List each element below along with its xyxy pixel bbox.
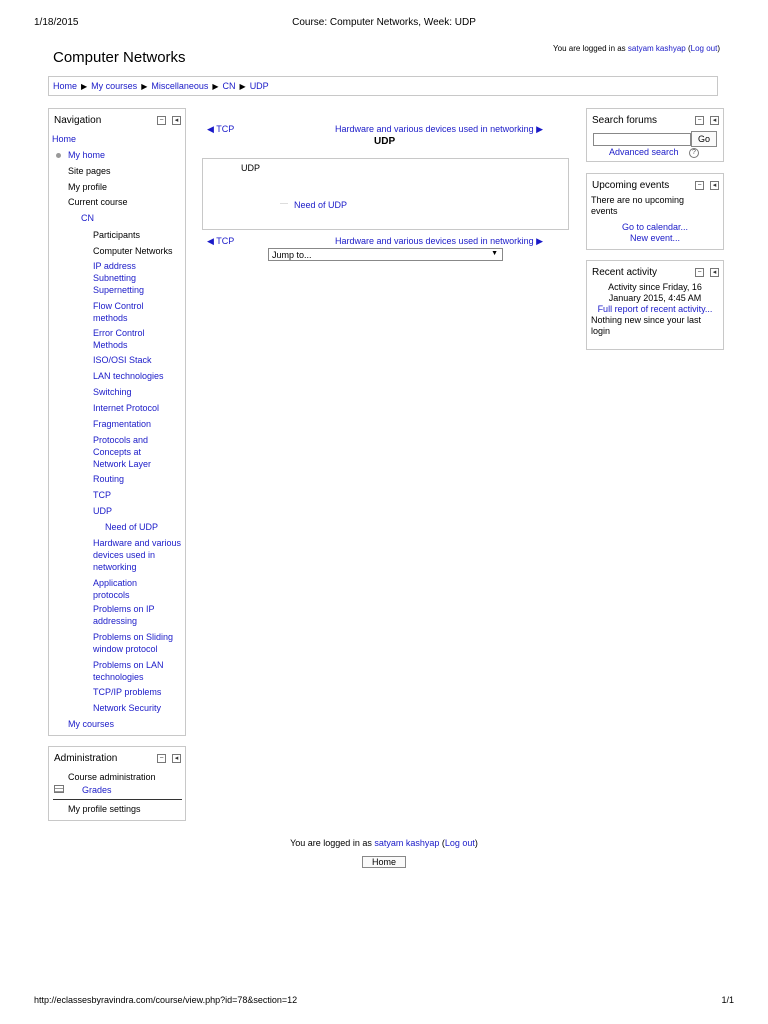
nav-topic-routing[interactable]: Routing [93,474,125,484]
admin-grades[interactable]: Grades [82,785,112,795]
nav-my-courses[interactable]: My courses [68,719,115,729]
nav-topic-network-layer[interactable]: Protocols and Concepts at Network Layer [93,435,152,469]
footer-user-link[interactable]: satyam kashyap [374,838,440,848]
nav-topic-ip-addressing[interactable]: IP address Subnetting Supernetting [93,261,145,295]
breadcrumb [48,76,718,96]
nav-topic-network-security[interactable]: Network Security [93,703,162,713]
help-icon[interactable]: ? [689,148,699,158]
nav-course-cn[interactable]: CN [81,213,94,223]
search-forums-block [586,108,724,162]
recent-activity-block [586,260,724,350]
admin-course-administration[interactable]: Course administration [68,772,156,782]
grades-icon [54,785,64,793]
hide-block-icon[interactable]: − [157,754,166,763]
site-title: Computer Networks [53,49,186,66]
breadcrumb-separator-icon: ▶ [239,82,246,91]
prev-section-link-bottom[interactable]: ◀ TCP [207,236,235,246]
jump-to-value: Jump to... [272,250,312,260]
section-heading: UDP [374,136,396,147]
search-forums-input[interactable] [593,133,691,146]
activity-since-text: Activity since Friday, 16 January 2015, 4:45 AM [608,282,702,303]
new-event-link[interactable]: New event... [629,233,681,243]
navigation-title: Navigation [54,115,102,126]
nav-my-home[interactable]: My home [68,150,106,160]
home-button[interactable]: Home [362,856,406,868]
login-info-top: You are logged in as satyam kashyap (Log out) [553,44,720,53]
breadcrumb-cn[interactable]: CN [222,81,236,91]
nav-topic-ip[interactable]: Internet Protocol [93,403,160,413]
prev-section-link[interactable]: ◀ TCP [207,124,235,134]
nav-my-profile[interactable]: My profile [68,182,108,192]
nav-topic-application[interactable]: Application protocols [93,578,138,600]
nav-topic-udp[interactable]: UDP [93,506,113,516]
dock-block-icon[interactable]: ◂ [710,268,719,277]
nav-site-pages[interactable]: Site pages [68,166,111,176]
go-to-calendar-link[interactable]: Go to calendar... [621,222,689,232]
breadcrumb-udp[interactable]: UDP [249,81,269,91]
nav-topic-error-control[interactable]: Error Control Methods [93,328,145,350]
nav-topic-iso-osi[interactable]: ISO/OSI Stack [93,355,152,365]
bullet-icon [56,153,61,158]
advanced-search-link[interactable]: Advanced search [609,147,679,157]
footer-logout-link[interactable]: Log out [444,838,475,848]
breadcrumb-home[interactable]: Home [53,81,78,91]
nav-home[interactable]: Home [52,134,77,144]
breadcrumb-my-courses[interactable]: My courses [91,81,138,91]
nav-topic-hardware[interactable]: Hardware and various devices used in networking [93,538,182,572]
next-section-link-bottom[interactable]: Hardware and various devices used in networking ▶ [335,236,544,246]
navigation-block [48,108,186,736]
upcoming-events-block [586,173,724,250]
divider [53,799,182,800]
search-forums-title: Search forums [592,115,658,126]
nav-activity-need-of-udp[interactable]: Need of UDP [105,522,159,532]
hide-block-icon[interactable]: − [695,181,704,190]
section-box [202,158,569,230]
nav-topic-tcpip-problems[interactable]: TCP/IP problems [93,687,162,697]
activity-icon [280,203,288,204]
upcoming-events-title: Upcoming events [592,180,670,191]
login-info-footer: You are logged in as satyam kashyap (Log out) [290,838,478,848]
search-go-button[interactable]: Go [691,131,717,147]
login-prefix: You are logged in as [553,44,626,53]
breadcrumb-miscellaneous[interactable]: Miscellaneous [151,81,209,91]
admin-profile-settings[interactable]: My profile settings [68,804,141,814]
administration-block [48,746,186,821]
nav-participants[interactable]: Participants [93,230,141,240]
no-events-text: There are no upcoming events [591,195,685,216]
breadcrumb-separator-icon: ▶ [212,82,219,91]
hide-block-icon[interactable]: − [695,268,704,277]
hide-block-icon[interactable]: − [695,116,704,125]
next-section-link[interactable]: Hardware and various devices used in networking ▶ [335,124,544,134]
recent-activity-title: Recent activity [592,267,658,278]
nav-topic-lan-problems[interactable]: Problems on LAN technologies [93,660,164,682]
print-page-count: 1/1 [721,995,734,1005]
breadcrumb-separator-icon: ▶ [141,82,148,91]
print-title: Course: Computer Networks, Week: UDP [292,17,476,28]
user-link[interactable]: satyam kashyap [627,44,686,53]
nothing-new-text: Nothing new since your last login [591,315,702,336]
dock-block-icon[interactable]: ◂ [710,116,719,125]
print-url: http://eclassesbyravindra.com/course/view.php?id=78&section=12 [34,995,298,1005]
dock-block-icon[interactable]: ◂ [172,116,181,125]
print-date: 1/18/2015 [34,17,79,28]
logout-link[interactable]: Log out [690,44,718,53]
footer-login-prefix: You are logged in as [290,838,372,848]
nav-current-course[interactable]: Current course [68,197,128,207]
dock-block-icon[interactable]: ◂ [710,181,719,190]
nav-topic-lan[interactable]: LAN technologies [93,371,164,381]
nav-topic-fragmentation[interactable]: Fragmentation [93,419,152,429]
hide-block-icon[interactable]: − [157,116,166,125]
nav-computer-networks[interactable]: Computer Networks [93,246,173,256]
nav-topic-switching[interactable]: Switching [93,387,132,397]
nav-topic-tcp[interactable]: TCP [93,490,111,500]
chevron-down-icon: ▼ [491,250,498,257]
breadcrumb-separator-icon: ▶ [81,82,88,91]
nav-topic-sliding-window[interactable]: Problems on Sliding window protocol [93,632,174,654]
section-name: UDP [241,163,261,173]
full-report-link[interactable]: Full report of recent activity... [597,304,713,314]
jump-to-select[interactable] [268,248,503,261]
dock-block-icon[interactable]: ◂ [172,754,181,763]
administration-title: Administration [54,753,118,764]
nav-topic-ip-problems[interactable]: Problems on IP addressing [93,604,155,626]
activity-need-of-udp[interactable]: Need of UDP [294,200,348,210]
nav-topic-flow-control[interactable]: Flow Control methods [93,301,144,323]
